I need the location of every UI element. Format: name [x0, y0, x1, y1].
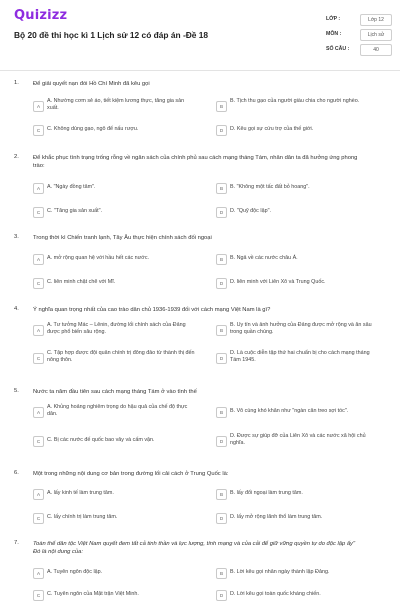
option-badge: B [216, 101, 227, 112]
option-badge: B [216, 407, 227, 418]
question-text: Trong thời kì Chiến tranh lạnh, Tây Âu thực hiện chính sách đối ngoại [33, 235, 212, 241]
question-text: Nước ta năm đầu tiên sau cách mạng tháng Tám ở vào tình thế [33, 389, 197, 395]
option-text: D. Lời kêu gọi toàn quốc kháng chiến. [230, 591, 321, 597]
option-badge: C [33, 278, 44, 289]
option-text: C. "Tăng gia sản xuất". [47, 208, 103, 214]
option-text: B. Vô cùng khó khăn như "ngàn cân treo sợi tóc". [230, 408, 349, 414]
option-badge: C [33, 436, 44, 447]
question-number: 5. [14, 388, 19, 394]
option-text: D. lấy mở rộng lãnh thổ làm trung tâm. [230, 514, 323, 520]
option-text: C. Tuyên ngôn của Mặt trận Việt Minh. [47, 591, 139, 597]
option-text: A. Nhường cơm sẻ áo, tiết kiệm lương thực, tăng gia sản xuất. [47, 98, 185, 112]
option-text: B. Uy tín và ảnh hưởng của Đảng được mở rộng và ăn sâu trong quần chúng. [230, 322, 372, 336]
option-text: B. Ngả về các nước châu Á. [230, 255, 298, 261]
option-badge: B [216, 183, 227, 194]
option-badge: A [33, 489, 44, 500]
option-badge: A [33, 407, 44, 418]
option-badge: A [33, 325, 44, 336]
option-text: A. Khủng hoảng nghiêm trọng do hậu quả của chế độ thực dân. [47, 404, 188, 418]
question-number: 3. [14, 234, 19, 240]
option-text: D. Là cuộc diễn tập thứ hai chuẩn bị cho cách mạng tháng Tám 1945. [230, 350, 370, 364]
option-text: A. lấy kinh tế làm trung tâm. [47, 490, 114, 496]
option-badge: D [216, 353, 227, 364]
option-badge: C [33, 353, 44, 364]
option-text: B. Lời kêu gọi nhân ngày thành lập Đảng. [230, 569, 330, 575]
option-badge: B [216, 325, 227, 336]
question-number: 4. [14, 306, 19, 312]
question-text: Để khắc phục tình trạng trống rỗng về ngân sách của chính phủ sau cách mạng tháng Tám, nhân dân ta đã hưởng ứng phong trào: [33, 155, 358, 169]
option-text: C. Bị các nước đế quốc bao vây và cấm vận. [47, 437, 155, 443]
option-badge: C [33, 590, 44, 601]
option-badge: B [216, 568, 227, 579]
option-badge: D [216, 125, 227, 136]
option-badge: D [216, 436, 227, 447]
option-text: A. Tuyên ngôn độc lập. [47, 569, 103, 575]
option-badge: A [33, 183, 44, 194]
option-text: D. Kêu gọi sự cứu trợ của thế giới. [230, 126, 314, 132]
quizizz-logo: Quizizz [14, 8, 68, 23]
meta-label: SỐ CÂU : [326, 46, 350, 52]
option-badge: D [216, 278, 227, 289]
option-text: B. "Không một tấc đất bỏ hoang". [230, 184, 310, 190]
question-text: Để giải quyết nạn đói Hồ Chí Minh đã kêu gọi [33, 81, 150, 87]
question-text: Một trong những nội dung cơ bản trong đường lối cải cách ở Trung Quốc là: [33, 471, 229, 477]
option-badge: C [33, 207, 44, 218]
header-divider [0, 70, 400, 71]
option-badge: A [33, 254, 44, 265]
option-badge: C [33, 513, 44, 524]
option-badge: B [216, 489, 227, 500]
question-number: 2. [14, 154, 19, 160]
option-text: D. Được sự giúp đỡ của Liên Xô và các nước xã hội chủ nghĩa. [230, 433, 366, 447]
option-text: A. mở rộng quan hệ với hầu hết các nước. [47, 255, 150, 261]
option-text: D. liên minh với Liên Xô và Trung Quốc. [230, 279, 326, 285]
question-number: 1. [14, 80, 19, 86]
option-text: C. Tập hợp được đội quân chính trị đông đảo từ thành thị đến nông thôn. [47, 350, 195, 364]
document-title: Bộ 20 đề thi học kì 1 Lịch sử 12 có đáp án -Đề 18 [14, 30, 209, 40]
document-header [0, 0, 400, 72]
option-text: A. Tư tưởng Mác – Lênin, đường lối chính sách của Đảng được phổ biến sâu rộng. [47, 322, 186, 336]
question-text: Toàn thể dân tộc Việt Nam quyết đem tất cả tinh thần và lực lượng, tính mạng và của cải để giữ vững quyền tự do độc lập ấy" Đó là nội dung của: [33, 541, 356, 555]
meta-value: Lớp 12 [360, 14, 392, 26]
option-badge: A [33, 568, 44, 579]
option-text: C. lấy chính trị làm trung tâm. [47, 514, 118, 520]
option-text: B. lấy đổi ngoại làm trung tâm. [230, 490, 303, 496]
question-text: Ý nghĩa quan trọng nhất của cao trào dân chủ 1936-1939 đối với cách mạng Việt Nam là gì? [33, 307, 271, 313]
option-text: C. Không dùng gạo, ngô để nấu rượu. [47, 126, 139, 132]
option-badge: D [216, 513, 227, 524]
option-text: A. "Ngày đồng tâm". [47, 184, 96, 190]
meta-label: LỚP : [326, 16, 341, 22]
option-badge: A [33, 101, 44, 112]
option-text: D. "Quỹ độc lập". [230, 208, 271, 214]
question-number: 6. [14, 470, 19, 476]
meta-value: 40 [360, 44, 392, 56]
meta-value: Lịch sử [360, 29, 392, 41]
meta-label: MÔN : [326, 31, 342, 37]
option-text: C. liên minh chặt chẽ với Mĩ. [47, 279, 116, 285]
option-badge: C [33, 125, 44, 136]
option-badge: D [216, 207, 227, 218]
option-badge: D [216, 590, 227, 601]
option-text: B. Tịch thu gạo của người giàu chia cho người nghèo. [230, 98, 360, 104]
question-number: 7. [14, 540, 19, 546]
option-badge: B [216, 254, 227, 265]
